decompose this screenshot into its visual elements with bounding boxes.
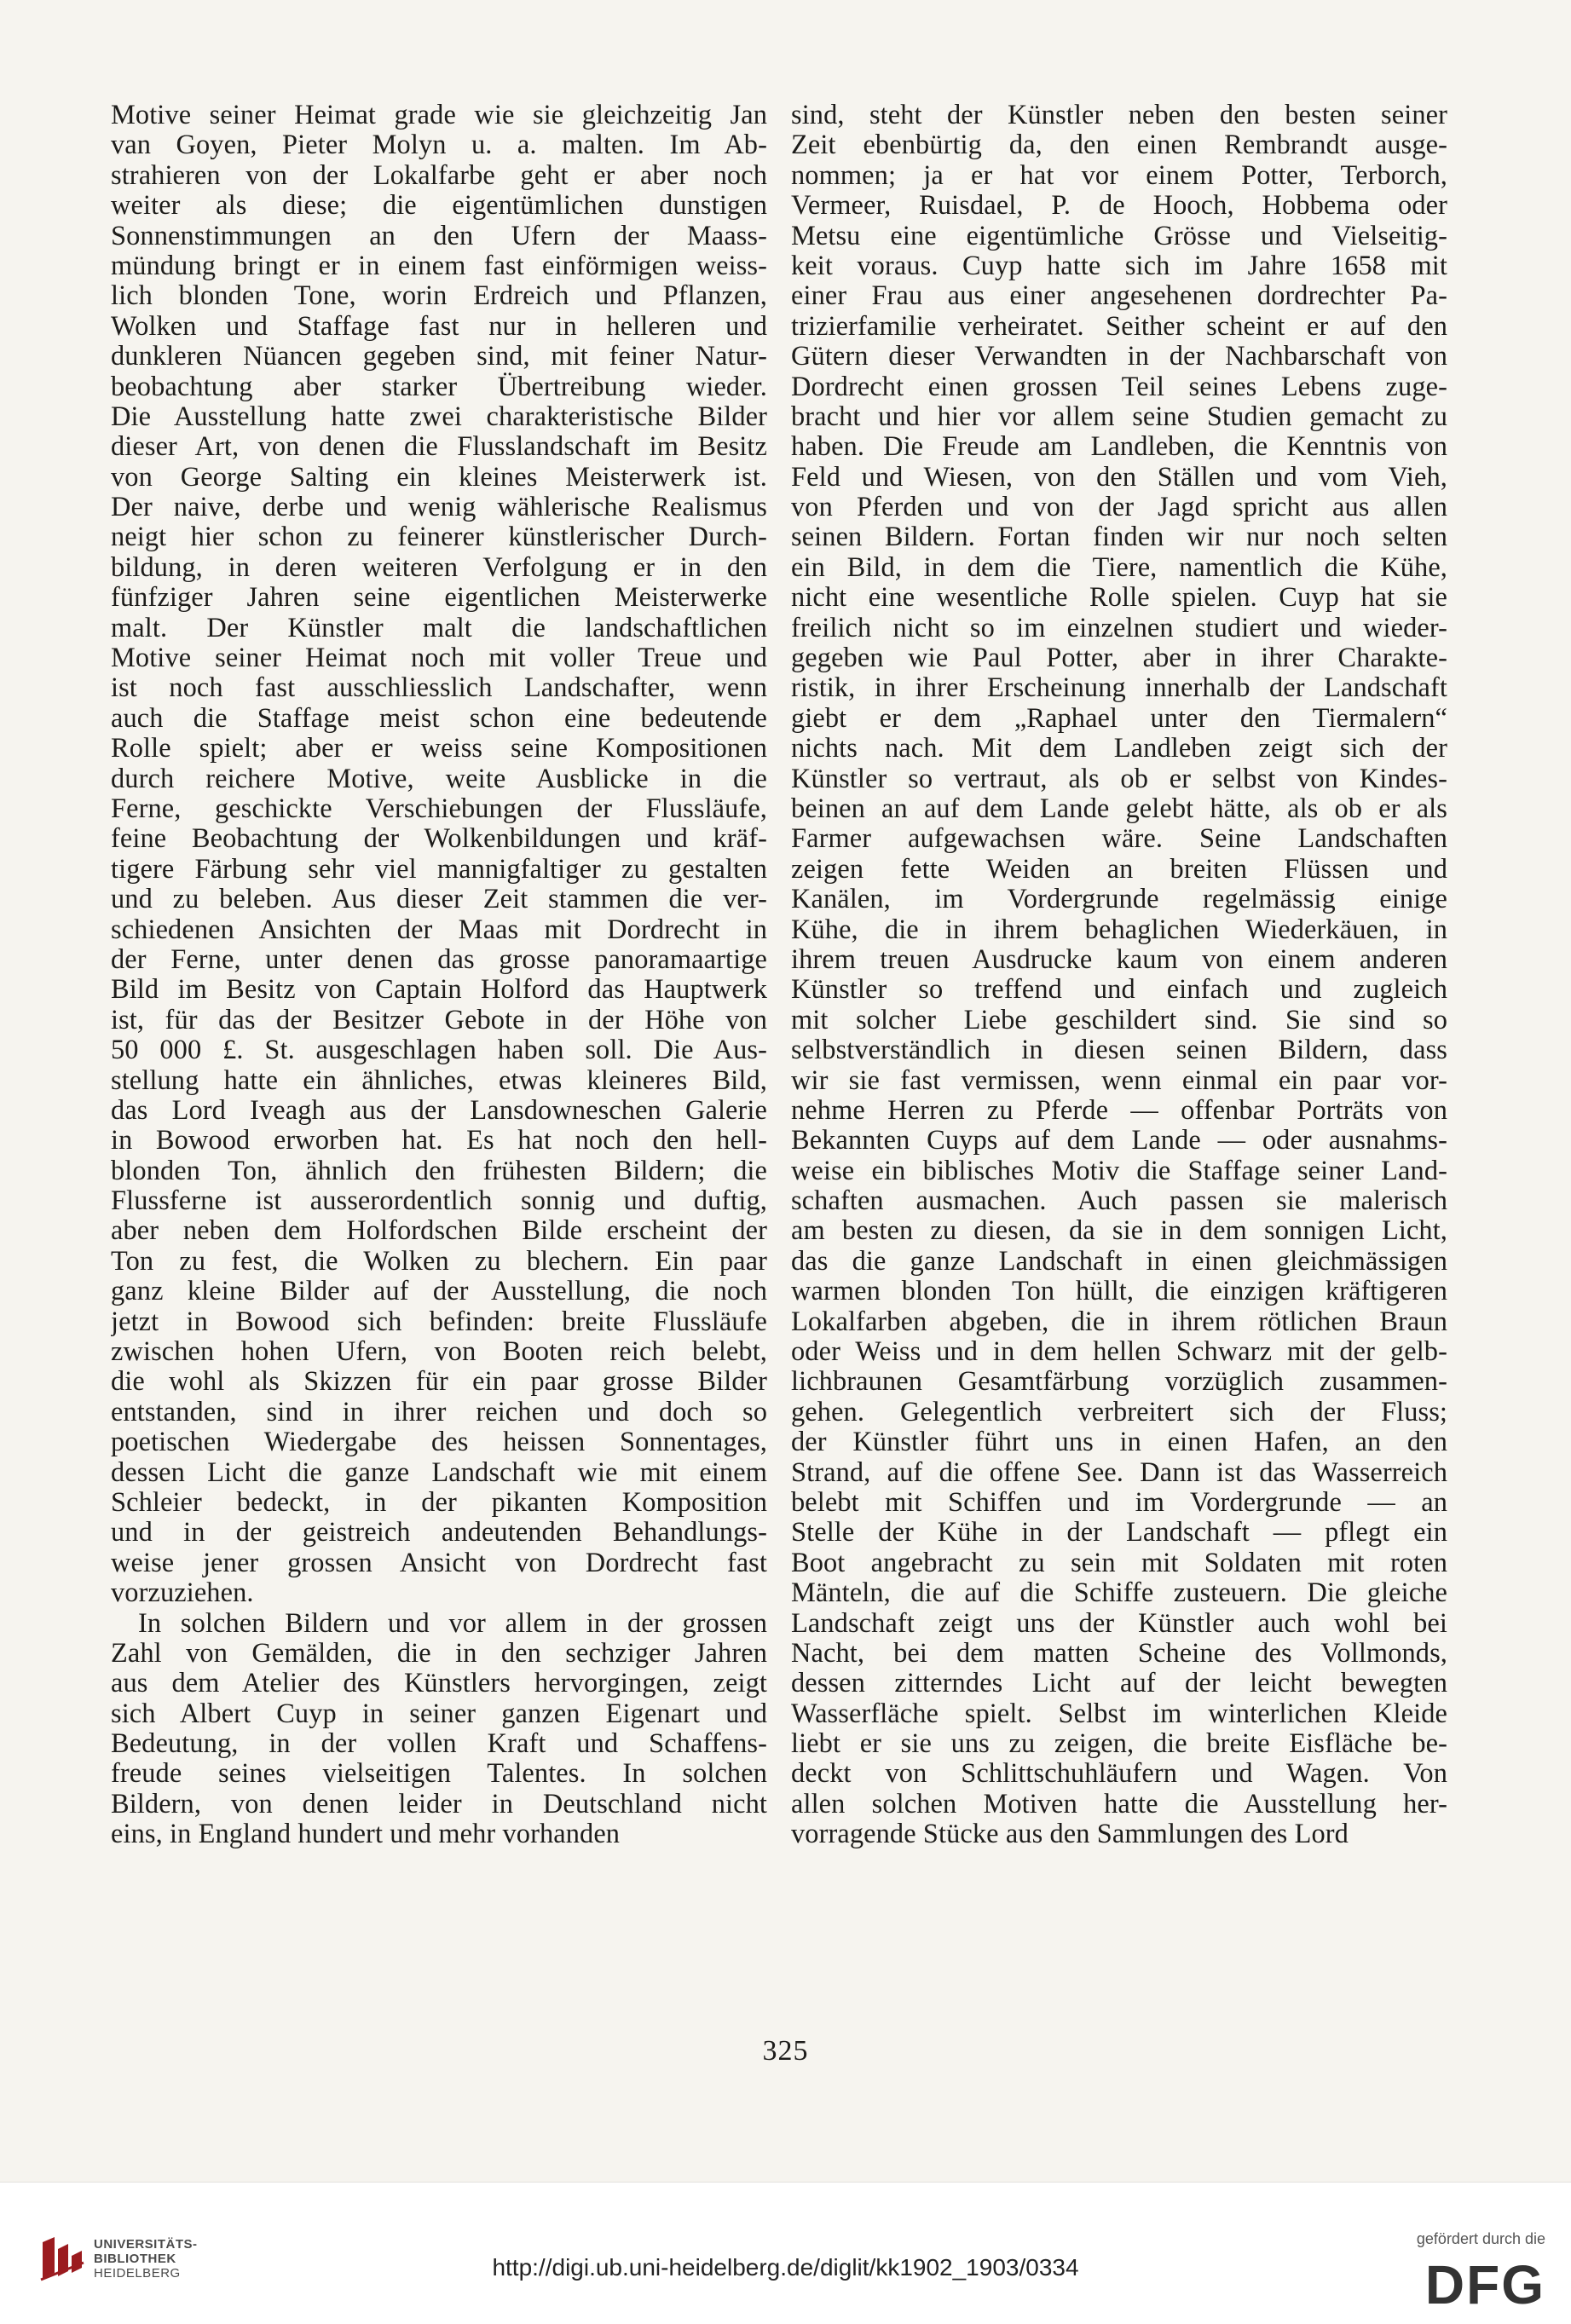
text-line: Dordrecht einen grossen Teil seines Lebens zuge- xyxy=(791,372,1447,402)
text-line: lich blonden Tone, worin Erdreich und Pflanzen, xyxy=(111,281,767,312)
viewer-footer xyxy=(0,2182,1571,2324)
text-line: Ferne, geschickte Verschiebungen der Flussläufe, xyxy=(111,793,767,824)
text-line: haben. Die Freude am Landleben, die Kenntnis von xyxy=(791,432,1447,463)
text-line: dunkleren Nüancen gegeben sind, mit feiner Natur- xyxy=(111,342,767,372)
text-line: Motive seiner Heimat grade wie sie gleichzeitig Jan xyxy=(111,101,767,130)
text-line: Kanälen, im Vordergrunde regelmässig einige xyxy=(791,885,1447,915)
text-line: Zahl von Gemälden, die in den sechziger Jahren xyxy=(111,1638,767,1669)
library-name-line2: BIBLIOTHEK xyxy=(94,2252,176,2266)
text-line: am besten zu diesen, da sie in dem sonnigen Licht, xyxy=(791,1216,1447,1247)
document-url-link[interactable]: http://digi.ub.uni-heidelberg.de/diglit/kk1902_1903/0334 xyxy=(492,2254,1079,2281)
text-line: Schleier bedeckt, in der pikanten Komposition xyxy=(111,1487,767,1518)
text-line: und in der geistreich andeutenden Behandlungs- xyxy=(111,1518,767,1548)
text-line: seinen Bildern. Fortan finden wir nur noch selten xyxy=(791,522,1447,553)
text-line: ihrem treuen Ausdrucke kaum von einem anderen xyxy=(791,944,1447,975)
text-line: weiter als diese; die eigentümlichen dunstigen xyxy=(111,191,767,222)
text-line: dieser Art, von denen die Flusslandschaft im Besitz xyxy=(111,432,767,463)
text-line: Ton zu fest, die Wolken zu blechern. Ein paar xyxy=(111,1246,767,1277)
text-line: Flussferne ist ausserordentlich sonnig und duftig, xyxy=(111,1186,767,1217)
text-line: von George Salting ein kleines Meisterwerk ist. xyxy=(111,462,767,493)
text-line: blonden Ton, ähnlich den frühesten Bildern; die xyxy=(111,1156,767,1186)
text-line: das die ganze Landschaft in einen gleichmässigen xyxy=(791,1246,1447,1277)
text-line: zwischen hohen Ufern, von Booten reich belebt, xyxy=(111,1337,767,1368)
text-line: deckt von Schlittschuhläufern und Wagen. Von xyxy=(791,1759,1447,1790)
text-line: Nacht, bei dem matten Scheine des Vollmonds, xyxy=(791,1638,1447,1669)
text-line: feine Beobachtung der Wolkenbildungen und kräf- xyxy=(111,824,767,855)
text-line: ristik, in ihrer Erscheinung innerhalb der Landschaft xyxy=(791,673,1447,704)
text-line: trizierfamilie verheiratet. Seither scheint er auf den xyxy=(791,311,1447,342)
text-line: jetzt in Bowood sich befinden: breite Flussläufe xyxy=(111,1306,767,1337)
text-line: warmen blonden Ton hüllt, die einzigen kräftigeren xyxy=(791,1277,1447,1307)
text-line: Bekannten Cuyps auf dem Lande — oder ausnahms- xyxy=(791,1126,1447,1156)
text-line: Der naive, derbe und wenig wählerische Realismus xyxy=(111,493,767,523)
text-line: weise jener grossen Ansicht von Dordrecht fast xyxy=(111,1548,767,1578)
text-line: nommen; ja er hat vor einem Potter, Terborch, xyxy=(791,160,1447,191)
text-line: belebt mit Schiffen und im Vordergrunde — an xyxy=(791,1487,1447,1518)
text-line: Die Ausstellung hatte zwei charakteristische Bilder xyxy=(111,401,767,432)
text-line: sind, steht der Künstler neben den besten seiner xyxy=(791,101,1447,130)
text-line: entstanden, sind in ihrer reichen und doch so xyxy=(111,1397,767,1427)
text-line: der Ferne, unter denen das grosse panoramaartige xyxy=(111,944,767,975)
text-line: beobachtung aber starker Übertreibung wieder. xyxy=(111,372,767,402)
text-line: poetischen Wiedergabe des heissen Sonnentages, xyxy=(111,1427,767,1458)
text-line: dessen Licht die ganze Landschaft wie mit einem xyxy=(111,1457,767,1488)
text-line: vorzuziehen. xyxy=(111,1578,254,1609)
text-line: freilich nicht so im einzelnen studiert und wieder- xyxy=(791,613,1447,643)
text-line: Strand, auf die offene See. Dann ist das Wasserreich xyxy=(791,1457,1447,1488)
text-line: gehen. Gelegentlich verbreitert sich der Fluss; xyxy=(791,1397,1447,1427)
text-line: Bedeutung, in der vollen Kraft und Schaffens- xyxy=(111,1729,767,1760)
text-line: Wasserfläche spielt. Selbst im winterlichen Kleide xyxy=(791,1698,1447,1729)
text-line: mündung bringt er in einem fast einförmigen weiss- xyxy=(111,251,767,281)
text-line: Sonnenstimmungen an den Ufern der Maass- xyxy=(111,221,767,251)
text-line: strahieren von der Lokalfarbe geht er aber noch xyxy=(111,160,767,191)
text-line: Bild im Besitz von Captain Holford das Hauptwerk xyxy=(111,975,767,1006)
text-line: allen solchen Motiven hatte die Ausstellung her- xyxy=(791,1789,1447,1819)
library-name-line1: UNIVERSITÄTS- xyxy=(94,2237,198,2252)
text-line: Mänteln, die auf die Schiffe zusteuern. Die gleiche xyxy=(791,1578,1447,1609)
text-line: lichbraunen Gesamtfärbung vorzüglich zusammen- xyxy=(791,1367,1447,1398)
text-line: bracht und hier vor allem seine Studien gemacht zu xyxy=(791,401,1447,432)
text-line: mit solcher Liebe geschildert sind. Sie sind so xyxy=(791,1005,1447,1035)
text-line: der Künstler führt uns in einen Hafen, an den xyxy=(791,1427,1447,1458)
text-line: beinen an auf dem Lande gelebt hätte, als ob er als xyxy=(791,793,1447,824)
text-line: Metsu eine eigentümliche Grösse und Vielseitig- xyxy=(791,221,1447,251)
text-line: durch reichere Motive, weite Ausblicke in die xyxy=(111,764,767,794)
text-line: selbstverständlich in diesen seinen Bildern, dass xyxy=(791,1035,1447,1066)
text-line: die wohl als Skizzen für ein paar grosse Bilder xyxy=(111,1367,767,1398)
text-line: wir sie fast vermissen, wenn einmal ein paar vor- xyxy=(791,1065,1447,1096)
text-line: Kühe, die in ihrem behaglichen Wiederkäuen, in xyxy=(791,914,1447,945)
text-line: aus dem Atelier des Künstlers hervorgingen, zeigt xyxy=(111,1669,767,1699)
text-line: Lokalfarben abgeben, die in ihrem rötlichen Braun xyxy=(791,1306,1447,1337)
text-line: freude seines vielseitigen Talentes. In solchen xyxy=(111,1759,767,1790)
text-line: das Lord Iveagh aus der Lansdowneschen Galerie xyxy=(111,1095,767,1126)
text-line: auch die Staffage meist schon eine bedeutende xyxy=(111,703,767,734)
text-line: Wolken und Staffage fast nur in helleren und xyxy=(111,311,767,342)
text-line: nehme Herren zu Pferde — offenbar Porträts von xyxy=(791,1095,1447,1126)
text-line: dessen zitterndes Licht auf der leicht bewegten xyxy=(791,1669,1447,1699)
text-line: in Bowood erworben hat. Es hat noch den hell- xyxy=(111,1126,767,1156)
text-line: Rolle spielt; aber er weiss seine Kompositionen xyxy=(111,734,767,764)
text-line: Feld und Wiesen, von den Ställen und vom Vieh, xyxy=(791,462,1447,493)
text-line: oder Weiss und in dem hellen Schwarz mit der gelb- xyxy=(791,1337,1447,1368)
text-line: ist noch fast ausschliesslich Landschafter, wenn xyxy=(111,673,767,704)
text-line: nichts nach. Mit dem Landleben zeigt sich der xyxy=(791,734,1447,764)
text-line: ein Bild, in dem die Tiere, namentlich die Kühe, xyxy=(791,552,1447,583)
text-line: van Goyen, Pieter Molyn u. a. malten. Im Ab- xyxy=(111,130,767,161)
text-line: Vermeer, Ruisdael, P. de Hooch, Hobbema oder xyxy=(791,191,1447,222)
text-line: sich Albert Cuyp in seiner ganzen Eigenart und xyxy=(111,1698,767,1729)
text-line: bildung, in deren weiteren Verfolgung er in den xyxy=(111,552,767,583)
text-line: schiedenen Ansichten der Maas mit Dordrecht in xyxy=(111,914,767,945)
library-name-line3: HEIDELBERG xyxy=(94,2266,181,2281)
text-line: und zu beleben. Aus dieser Zeit stammen die ver- xyxy=(111,885,767,915)
text-line: 50 000 £. St. ausgeschlagen haben soll. Die Aus- xyxy=(111,1035,767,1066)
text-line: stellung hatte ein ähnliches, etwas kleineres Bild, xyxy=(111,1065,767,1096)
text-line: In solchen Bildern und vor allem in der grossen xyxy=(138,1608,767,1639)
text-line: Boot angebracht zu sein mit Soldaten mit roten xyxy=(791,1548,1447,1578)
text-line: Zeit ebenbürtig da, den einen Rembrandt ausge- xyxy=(791,130,1447,161)
page-number: 325 xyxy=(762,2035,809,2067)
text-line: vorragende Stücke aus den Sammlungen des Lord xyxy=(791,1819,1349,1850)
text-line: Stelle der Kühe in der Landschaft — pflegt ein xyxy=(791,1518,1447,1548)
text-line: aber neben dem Holfordschen Bilde erscheint der xyxy=(111,1216,767,1247)
text-line: Künstler so vertraut, als ob er selbst von Kindes- xyxy=(791,764,1447,794)
text-line: giebt er dem „Raphael unter den Tiermalern“ xyxy=(791,703,1447,734)
text-line: Landschaft zeigt uns der Künstler auch wohl bei xyxy=(791,1608,1447,1639)
text-column-right xyxy=(791,101,1447,1850)
text-line: Farmer aufgewachsen wäre. Seine Landschaften xyxy=(791,824,1447,855)
text-line: fünfziger Jahren seine eigentlichen Meisterwerke xyxy=(111,583,767,614)
text-line: Motive seiner Heimat noch mit voller Treue und xyxy=(111,643,767,674)
text-line: Gütern dieser Verwandten in der Nachbarschaft von xyxy=(791,342,1447,372)
text-line: schaften ausmachen. Auch passen sie malerisch xyxy=(791,1186,1447,1217)
text-line: Bildern, von denen leider in Deutschland nicht xyxy=(111,1789,767,1819)
text-line: von Pferden und von der Jagd spricht aus allen xyxy=(791,493,1447,523)
text-column-left xyxy=(111,101,767,1850)
text-line: neigt hier schon zu feinerer künstlerischer Durch- xyxy=(111,522,767,553)
funder-caption: gefördert durch die xyxy=(1416,2230,1545,2247)
text-line: weise ein biblisches Motiv die Staffage seiner Land- xyxy=(791,1156,1447,1186)
text-line: ist, für das der Besitzer Gebote in der Höhe von xyxy=(111,1005,767,1035)
text-line: tigere Färbung sehr viel mannigfaltiger zu gestalten xyxy=(111,854,767,885)
dfg-logo[interactable]: DFG xyxy=(1424,2254,1545,2315)
text-line: eins, in England hundert und mehr vorhanden xyxy=(111,1819,621,1850)
text-line: nicht eine wesentliche Rolle spielen. Cuyp hat sie xyxy=(791,583,1447,614)
text-line: malt. Der Künstler malt die landschaftlichen xyxy=(111,613,767,643)
text-line: keit voraus. Cuyp hatte sich im Jahre 1658 mit xyxy=(791,251,1447,281)
text-line: Künstler so treffend und einfach und zugleich xyxy=(791,975,1447,1006)
text-line: einer Frau aus einer angesehenen dordrechter Pa- xyxy=(791,281,1447,312)
text-line: zeigen fette Weiden an breiten Flüssen und xyxy=(791,854,1447,885)
text-line: ganz kleine Bilder auf der Ausstellung, die noch xyxy=(111,1277,767,1307)
text-line: liebt er sie uns zu zeigen, die breite Eisfläche be- xyxy=(791,1729,1447,1760)
text-line: gegeben wie Paul Potter, aber in ihrer Charakte- xyxy=(791,643,1447,674)
